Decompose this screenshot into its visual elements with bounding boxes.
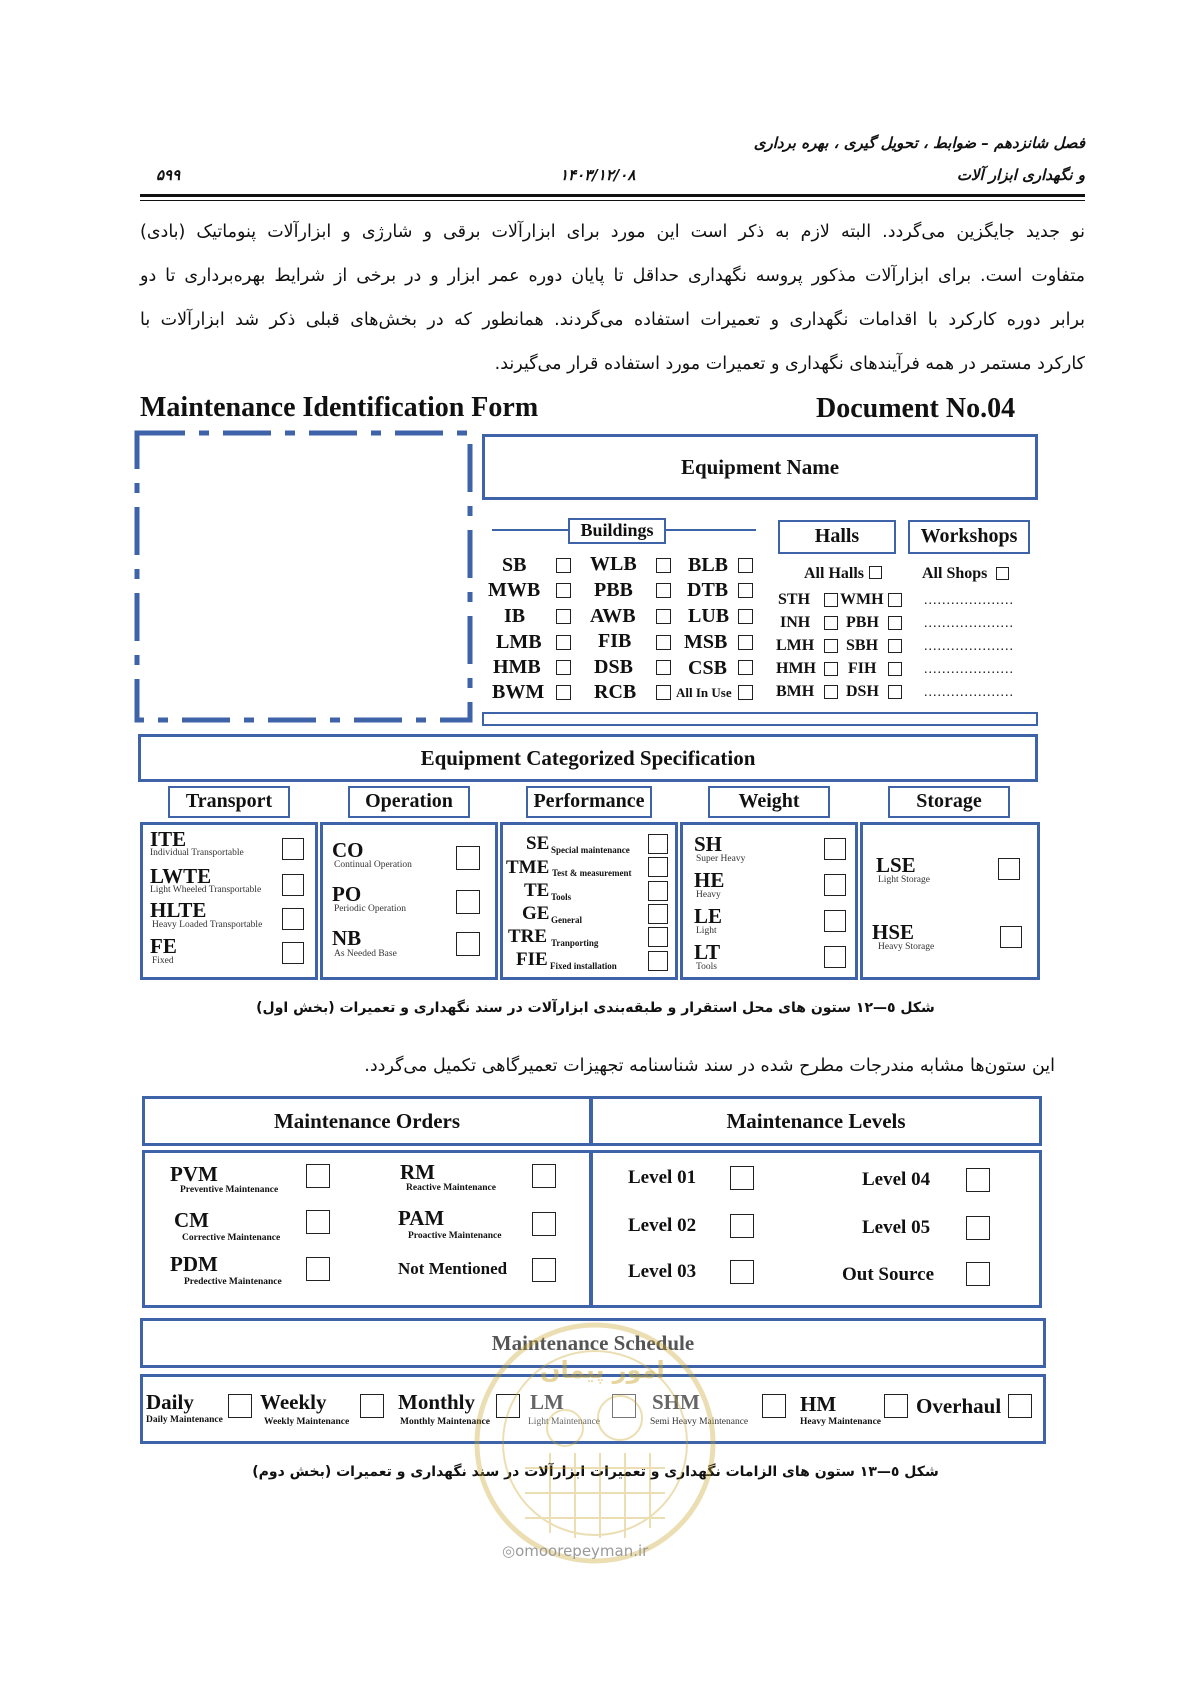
equipment-name-label: Equipment Name [680, 455, 840, 479]
workshop-blank-line[interactable]: .................... [924, 639, 1014, 654]
schedule-code: Weekly [260, 1390, 327, 1414]
transport-checkbox-fe[interactable] [282, 942, 304, 964]
level-label: Level 03 [628, 1261, 697, 1282]
category-header-weight: Weight [708, 786, 830, 818]
watermark-text: امور پیمان [540, 1356, 665, 1384]
level-label: Level 02 [628, 1215, 697, 1236]
hall-checkbox[interactable] [888, 639, 902, 653]
storage-desc: Light Storage [878, 875, 930, 885]
schedule-code: Overhaul [916, 1394, 1002, 1418]
hall-code: SBH [846, 637, 879, 654]
performance-code: FIE [516, 949, 548, 970]
operation-code: PO [332, 882, 362, 906]
photo-placeholder-frame [134, 430, 474, 725]
figure-caption-2: شکل ٥—١٣ ستون های الزامات نگهداری و تعمیرات ابزارآلات در سند نگهداری و تعمیرات (بخش دوم) [252, 1464, 939, 1480]
building-code: PBB [594, 579, 633, 601]
transport-desc: Individual Transportable [150, 848, 244, 858]
hall-code: INH [780, 614, 811, 631]
weight-checkbox-sh[interactable] [824, 838, 846, 860]
building-checkbox[interactable] [556, 583, 571, 598]
schedule-desc: Heavy Maintenance [800, 1417, 882, 1427]
hall-code: FIH [848, 660, 877, 677]
levels-header [590, 1096, 1042, 1146]
building-code: CSB [688, 657, 727, 679]
performance-code: GE [522, 903, 550, 924]
building-code: All In Use [676, 685, 732, 700]
hall-checkbox[interactable] [888, 685, 902, 699]
building-checkbox[interactable] [656, 685, 671, 700]
performance-code: TRE [508, 926, 548, 947]
building-checkbox[interactable] [738, 558, 753, 573]
storage-box [860, 822, 1040, 980]
halls-header: Halls [778, 520, 896, 554]
schedule-desc: Semi Heavy Maintenance [650, 1417, 749, 1427]
transport-code: LWTE [150, 864, 212, 888]
order-code: PVM [170, 1162, 218, 1186]
operation-code: CO [332, 838, 364, 862]
schedule-checkbox-hm[interactable] [884, 1394, 908, 1418]
weight-desc: Super Heavy [696, 854, 746, 864]
hall-code: BMH [776, 683, 815, 700]
order-code: CM [174, 1208, 209, 1232]
weight-code: LE [694, 904, 723, 928]
building-checkbox[interactable] [556, 685, 571, 700]
intro-line: کارکرد مستمر در همه فرآیندهای نگهداری و تعمیرات مورد استفاده قرار می‌گیرند. [494, 354, 1085, 374]
performance-desc: Test & measurement [552, 868, 632, 878]
all-shops-label: All Shops [922, 565, 988, 582]
building-code: DSB [594, 656, 633, 678]
order-checkbox-rm[interactable] [532, 1164, 556, 1188]
all-halls-checkbox[interactable] [869, 566, 882, 579]
hall-checkbox[interactable] [824, 685, 838, 699]
order-code: PDM [170, 1252, 218, 1276]
building-code: RCB [594, 681, 637, 703]
order-code: Not Mentioned [398, 1259, 508, 1278]
schedule-desc: Daily Maintenance [146, 1415, 223, 1425]
header-date: ۱۴۰۳/۱۲/۰۸ [560, 166, 636, 184]
hall-checkbox[interactable] [888, 616, 902, 630]
building-code: SB [502, 554, 527, 576]
schedule-code: HM [800, 1392, 837, 1416]
header-rule [140, 194, 1085, 197]
category-header-storage: Storage [888, 786, 1010, 818]
header-rule-thin [140, 200, 1085, 201]
building-checkbox[interactable] [738, 685, 753, 700]
performance-desc: Tools [551, 892, 572, 902]
schedule-code: LM [530, 1390, 564, 1414]
level-label: Level 01 [628, 1167, 697, 1188]
order-checkbox-cm[interactable] [306, 1210, 330, 1234]
weight-checkbox-le[interactable] [824, 910, 846, 932]
performance-code: SE [526, 833, 550, 854]
schedule-desc: Weekly Maintenance [264, 1417, 350, 1427]
schedule-checkbox-weekly[interactable] [360, 1394, 384, 1418]
building-checkbox[interactable] [556, 558, 571, 573]
building-code: MSB [684, 631, 728, 653]
level-checkbox-03[interactable] [730, 1260, 754, 1284]
level-checkbox-02[interactable] [730, 1214, 754, 1238]
performance-checkbox-se[interactable] [648, 834, 668, 854]
weight-code: HE [694, 868, 725, 892]
building-checkbox[interactable] [556, 635, 571, 650]
transport-code: FE [150, 934, 177, 958]
weight-desc: Heavy [696, 890, 721, 900]
building-checkbox[interactable] [556, 609, 571, 624]
building-code: AWB [590, 605, 636, 627]
hall-checkbox[interactable] [888, 593, 902, 607]
location-bottom-bar [482, 712, 1038, 726]
operation-checkbox-co[interactable] [456, 846, 480, 870]
building-checkbox[interactable] [738, 660, 753, 675]
building-code: LUB [688, 605, 730, 627]
level-checkbox-out-source[interactable] [966, 1262, 990, 1286]
schedule-title: Maintenance Schedule [491, 1331, 695, 1355]
hall-code: PBH [846, 614, 879, 631]
hall-code: STH [778, 591, 811, 608]
weight-desc: Tools [696, 962, 717, 972]
schedule-desc: Light Maintenance [528, 1417, 601, 1427]
schedule-code: Monthly [398, 1390, 476, 1414]
hall-checkbox[interactable] [888, 662, 902, 676]
building-code: FIB [598, 630, 632, 652]
order-code: PAM [398, 1206, 445, 1230]
building-code: BLB [688, 554, 729, 576]
chapter-title-line2: و نگهداری ابزار آلات [956, 166, 1085, 184]
schedule-checkbox-shm[interactable] [762, 1394, 786, 1418]
chapter-title-line1: فصل شانزدهم – ضوابط ، تحویل گیری ، بهره برداری [753, 134, 1085, 152]
order-checkbox-pdm[interactable] [306, 1257, 330, 1281]
performance-checkbox-te[interactable] [648, 881, 668, 901]
equipment-name-box[interactable] [482, 434, 1038, 500]
building-code: HMB [493, 656, 541, 678]
building-code: IB [504, 605, 526, 627]
workshop-blank-line[interactable]: .................... [924, 593, 1014, 608]
categorized-spec-header [138, 734, 1038, 782]
weight-checkbox-he[interactable] [824, 874, 846, 896]
transport-desc: Heavy Loaded Transportable [152, 920, 263, 930]
level-label: Level 05 [862, 1217, 931, 1238]
building-checkbox[interactable] [738, 609, 753, 624]
building-code: BWM [492, 681, 545, 703]
schedule-code: SHM [652, 1390, 700, 1414]
level-checkbox-01[interactable] [730, 1166, 754, 1190]
operation-desc: Continual Operation [334, 860, 412, 870]
level-label: Level 04 [862, 1169, 931, 1190]
intro-line: متفاوت است. برای ابزارآلات مذکور پروسه نگهداری حداقل تا پایان دوره عمر ابزار و در برخی از شرایط بهره‌برداری تا دو [140, 266, 1085, 286]
hall-code: DSH [846, 683, 879, 700]
performance-desc: General [551, 915, 582, 925]
storage-code: LSE [876, 853, 916, 877]
operation-desc: As Needed Base [334, 949, 397, 959]
order-code: RM [400, 1160, 435, 1184]
categorized-spec-title: Equipment Categorized Specification [420, 746, 756, 770]
all-halls-label: All Halls [804, 565, 865, 582]
orders-header [142, 1096, 592, 1146]
level-label: Out Source [842, 1264, 935, 1285]
level-checkbox-04[interactable] [966, 1168, 990, 1192]
hall-checkbox[interactable] [824, 616, 838, 630]
operation-desc: Periodic Operation [334, 904, 407, 914]
levels-title: Maintenance Levels [726, 1109, 906, 1133]
order-desc: Proactive Maintenance [408, 1231, 502, 1241]
weight-desc: Light [696, 926, 717, 936]
schedule-checkbox-overhaul[interactable] [1008, 1394, 1032, 1418]
hall-checkbox[interactable] [824, 639, 838, 653]
building-code: LMB [496, 631, 542, 653]
storage-desc: Heavy Storage [878, 942, 935, 952]
building-checkbox[interactable] [656, 660, 671, 675]
performance-checkbox-tre[interactable] [648, 927, 668, 947]
operation-checkbox-nb[interactable] [456, 932, 480, 956]
order-checkbox-pvm[interactable] [306, 1164, 330, 1188]
building-checkbox[interactable] [556, 660, 571, 675]
building-code: WLB [590, 553, 637, 575]
performance-code: TME [506, 857, 550, 878]
order-checkbox-pam[interactable] [532, 1212, 556, 1236]
orders-title: Maintenance Orders [273, 1109, 461, 1133]
order-checkbox-not-mentioned[interactable] [532, 1258, 556, 1282]
workshops-header: Workshops [908, 520, 1030, 554]
category-header-performance: Performance [526, 786, 652, 818]
workshop-blank-line[interactable]: .................... [924, 616, 1014, 631]
performance-desc: Fixed installation [550, 961, 617, 971]
level-checkbox-05[interactable] [966, 1216, 990, 1240]
watermark-logo-icon: ◎ [502, 1542, 516, 1560]
order-desc: Reactive Maintenance [406, 1183, 496, 1193]
building-checkbox[interactable] [656, 558, 671, 573]
building-code: DTB [687, 579, 729, 601]
hall-code: HMH [776, 660, 816, 677]
weight-code: SH [694, 832, 723, 856]
building-checkbox[interactable] [738, 583, 753, 598]
watermark-site-text: omoorepeyman.ir [515, 1542, 649, 1560]
performance-code: TE [524, 880, 550, 901]
storage-checkbox-hse[interactable] [1000, 926, 1022, 948]
category-header-operation: Operation [348, 786, 470, 818]
order-desc: Preventive Maintenance [180, 1185, 279, 1195]
mid-paragraph: این ستون‌ها مشابه مندرجات مطرح شده در سند شناسنامه تجهیزات تعمیرگاهی تکمیل می‌گردد. [364, 1056, 1055, 1076]
intro-line: نو جدید جایگزین می‌گردد. البته لازم به ذکر است این مورد برای ابزارآلات برقی و شارژی و ابزارآلات پنوماتیک (بادی) [140, 222, 1085, 242]
hall-code: LMH [776, 637, 815, 654]
workshop-blank-line[interactable]: .................... [924, 685, 1014, 700]
building-checkbox[interactable] [656, 635, 671, 650]
storage-code: HSE [872, 920, 915, 944]
transport-desc: Fixed [152, 956, 174, 966]
figure-caption-1: شکل ٥—١٢ ستون های محل استقرار و طبقه‌بندی ابزارآلات در سند نگهداری و تعمیرات (بخش اول) [256, 1000, 935, 1016]
order-desc: Corrective Maintenance [182, 1233, 281, 1243]
schedule-desc: Monthly Maintenance [400, 1417, 490, 1427]
operation-checkbox-po[interactable] [456, 890, 480, 914]
all-shops-checkbox[interactable] [996, 567, 1009, 580]
hall-checkbox[interactable] [824, 662, 838, 676]
transport-checkbox-hlte[interactable] [282, 908, 304, 930]
page-number: ۵۹۹ [156, 166, 181, 184]
form-title: Maintenance Identification Form [140, 392, 539, 423]
performance-checkbox-ge[interactable] [648, 904, 668, 924]
transport-desc: Light Wheeled Transportable [150, 885, 262, 895]
weight-checkbox-lt[interactable] [824, 946, 846, 968]
building-checkbox[interactable] [738, 635, 753, 650]
performance-checkbox-fie[interactable] [648, 951, 668, 971]
building-code: MWB [488, 579, 541, 601]
document-number: Document No.04 [816, 393, 1016, 424]
building-checkbox[interactable] [656, 583, 671, 598]
transport-checkbox-lwte[interactable] [282, 874, 304, 896]
transport-code: HLTE [150, 898, 207, 922]
building-checkbox[interactable] [656, 609, 671, 624]
watermark-site [502, 1542, 648, 1560]
schedule-code: Daily [146, 1390, 194, 1414]
workshop-blank-line[interactable]: .................... [924, 662, 1014, 677]
hall-code: WMH [840, 591, 884, 608]
intro-line: برابر دوره کارکرد با اقدامات نگهداری و تعمیرات استفاده می‌گردند. همانطور که در بخش‌های قبلی ذکر شد ابزارآلات با [140, 310, 1085, 330]
weight-code: LT [694, 940, 721, 964]
category-header-transport: Transport [168, 786, 290, 818]
operation-code: NB [332, 926, 362, 950]
schedule-checkbox-daily[interactable] [228, 1394, 252, 1418]
performance-checkbox-tme[interactable] [648, 857, 668, 877]
hall-checkbox[interactable] [824, 593, 838, 607]
transport-code: ITE [150, 827, 187, 851]
buildings-header: Buildings [568, 518, 666, 544]
transport-checkbox-ite[interactable] [282, 838, 304, 860]
performance-desc: Special maintenance [551, 845, 630, 855]
storage-checkbox-lse[interactable] [998, 858, 1020, 880]
order-desc: Predective Maintenance [184, 1277, 282, 1287]
performance-desc: Tranporting [551, 938, 599, 948]
